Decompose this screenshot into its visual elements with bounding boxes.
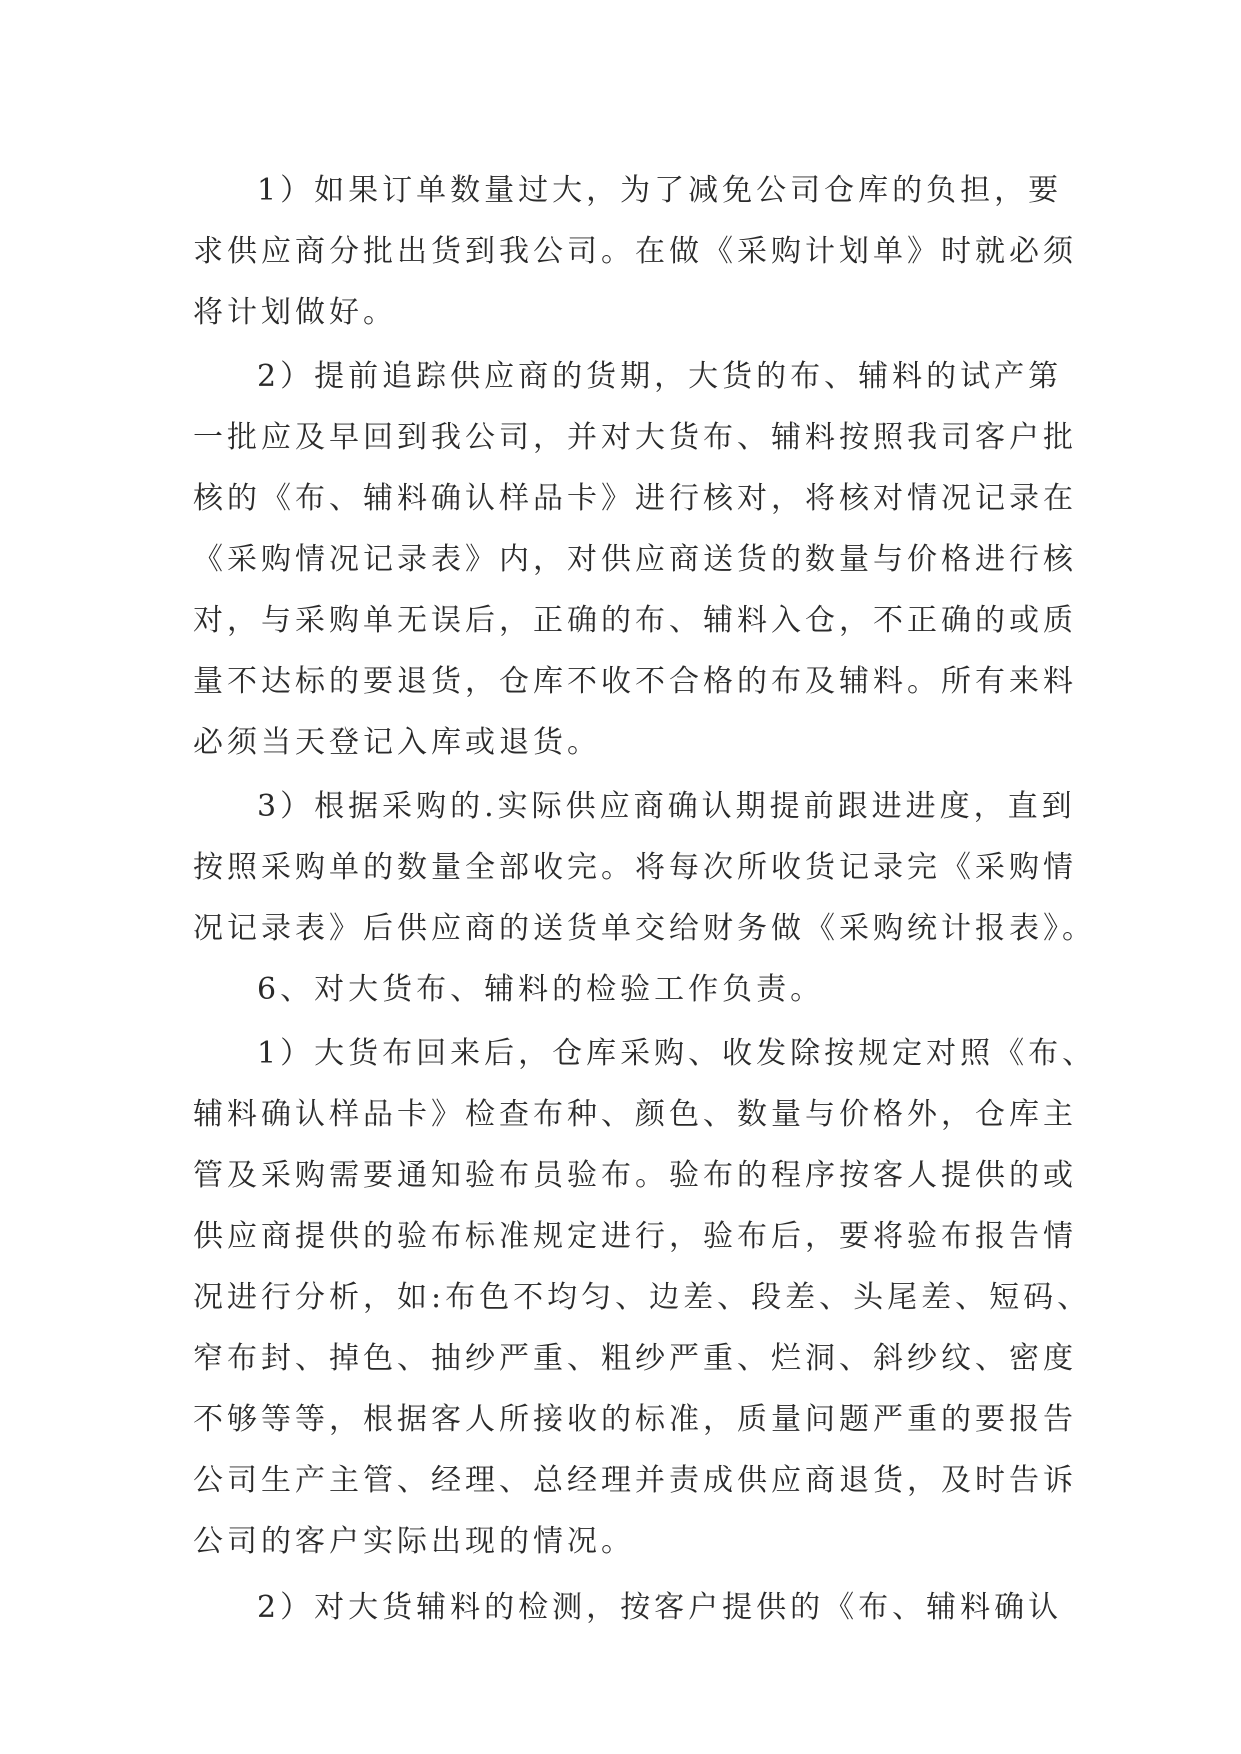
text-line: 况进行分析，如:布色不均匀、边差、段差、头尾差、短码、 xyxy=(193,1280,1092,1315)
paragraph-follow-up-progress xyxy=(193,776,1096,959)
text-line: 窄布封、掉色、抽纱严重、粗纱严重、烂洞、斜纱纹、密度 xyxy=(193,1341,1077,1376)
text-line: 管及采购需要通知验布员验布。验布的程序按客人提供的或 xyxy=(193,1158,1077,1193)
document-body xyxy=(193,160,1097,1638)
text-line: 量不达标的要退货，仓库不收不合格的布及辅料。所有来料 xyxy=(193,664,1077,699)
paragraph-split-shipment xyxy=(193,160,1077,343)
text-line: 公司的客户实际出现的情况。 xyxy=(193,1524,635,1559)
text-line: 3）根据采购的.实际供应商确认期提前跟进进度，直到 xyxy=(257,789,1076,824)
text-line: 求供应商分批出货到我公司。在做《采购计划单》时就必须 xyxy=(193,234,1077,269)
text-line: 对，与采购单无误后，正确的布、辅料入仓，不正确的或质 xyxy=(193,603,1077,638)
text-line: 1）如果订单数量过大，为了减免公司仓库的负担，要 xyxy=(257,173,1063,208)
paragraph-track-delivery xyxy=(193,346,1077,773)
text-line: 公司生产主管、经理、总经理并责成供应商退货，及时告诉 xyxy=(193,1463,1077,1498)
text-line: 必须当天登记入库或退货。 xyxy=(193,725,601,760)
text-line: 供应商提供的验布标准规定进行，验布后，要将验布报告情 xyxy=(193,1219,1077,1254)
text-line: 将计划做好。 xyxy=(193,295,397,330)
text-line: 核的《布、辅料确认样品卡》进行核对，将核对情况记录在 xyxy=(193,481,1077,516)
text-line: 一批应及早回到我公司，并对大货布、辅料按照我司客户批 xyxy=(193,420,1077,455)
text-line: 1）大货布回来后，仓库采购、收发除按规定对照《布、 xyxy=(257,1036,1097,1071)
text-line: 不够等等，根据客人所接收的标准，质量问题严重的要报告 xyxy=(193,1402,1077,1437)
paragraph-fabric-inspection xyxy=(193,1023,1097,1572)
text-line: 2）对大货辅料的检测，按客户提供的《布、辅料确认 xyxy=(257,1590,1063,1625)
paragraph-accessory-inspection xyxy=(193,1577,1063,1638)
text-line: 况记录表》后供应商的送货单交给财务做《采购统计报表》。 xyxy=(193,911,1096,946)
text-line: 《采购情况记录表》内，对供应商送货的数量与价格进行核 xyxy=(193,542,1077,577)
text-line: 2）提前追踪供应商的货期，大货的布、辅料的试产第 xyxy=(257,359,1063,394)
text-line: 6、对大货布、辅料的检验工作负责。 xyxy=(257,972,825,1007)
text-line: 按照采购单的数量全部收完。将每次所收货记录完《采购情 xyxy=(193,850,1077,885)
text-line: 辅料确认样品卡》检查布种、颜色、数量与价格外，仓库主 xyxy=(193,1097,1077,1132)
section-heading-inspection xyxy=(193,959,1053,1020)
